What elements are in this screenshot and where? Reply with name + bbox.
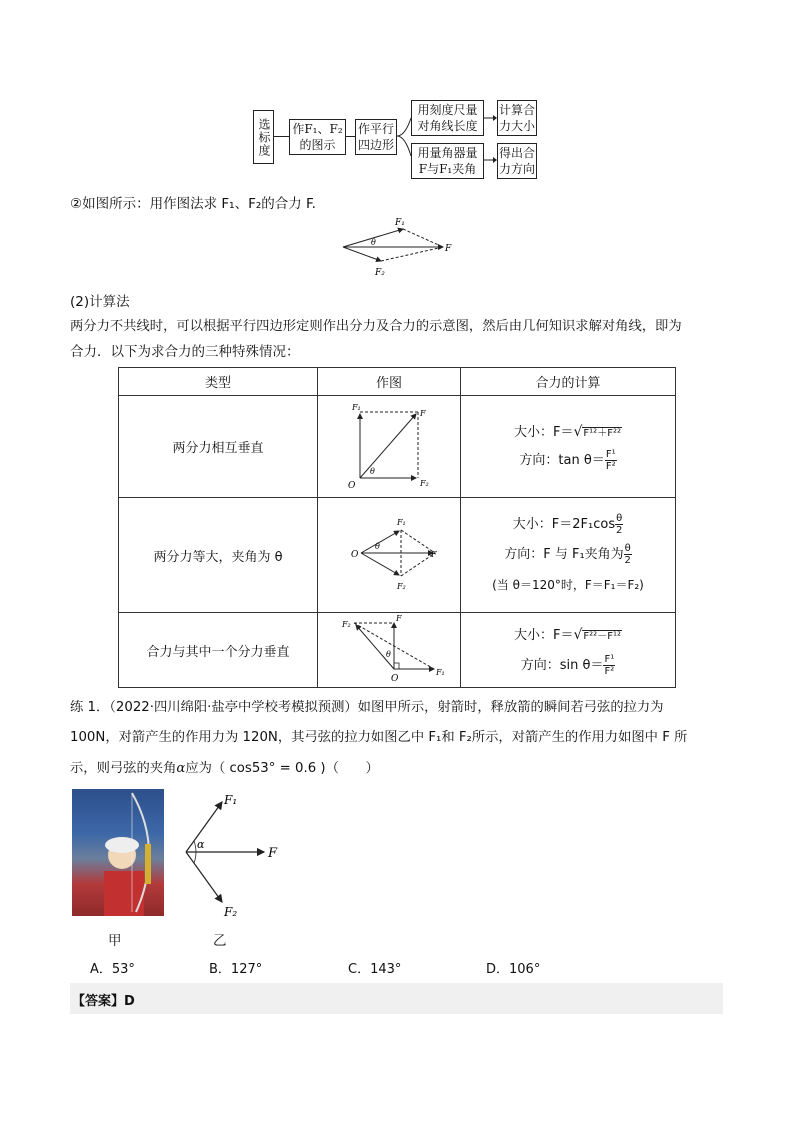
yi-f1-label: F₁	[224, 793, 238, 807]
archer-photo	[72, 789, 164, 916]
header-diagram: 作图	[318, 368, 461, 396]
row2-type: 两分力等大，夹角为 θ	[119, 498, 318, 613]
row1-size: 大小：F＝√F¹²＋F²²	[514, 424, 621, 440]
exercise-line-1: 练 1．（2022·四川绵阳·盐亭中学校考模拟预测）如图甲所示，射箭时，释放箭的瞬间若弓弦的拉力为	[70, 700, 664, 715]
yi-alpha-label: α	[197, 838, 205, 851]
row3-calc	[461, 613, 676, 688]
row2-f-label: F	[431, 550, 437, 559]
flow-box-calc-magnitude: 计算合 力大小	[497, 100, 537, 136]
row3-f1-label: F₁	[436, 668, 444, 677]
parallelogram-diagram	[335, 213, 465, 281]
row1-direction: 方向：tan θ＝ $\frac{\text{F¹}}{\text{F²}}$	[519, 449, 616, 472]
table-row	[119, 396, 676, 498]
row3-o-label: O	[391, 674, 399, 683]
exercise-line-3: 示，则弓弦的夹角α应为（ cos53° = 0.6 )（ ）	[70, 761, 379, 776]
option-c[interactable]: C．143°	[348, 962, 402, 977]
section-title: (2)计算法	[70, 294, 130, 310]
flow-box-get-direction: 得出合 力方向	[497, 143, 537, 179]
option-b[interactable]: B．127°	[209, 962, 263, 977]
diagram1-f1-label: F₁	[395, 218, 405, 228]
flow-box-measure-diagonal: 用刻度尺量 对角线长度	[411, 100, 484, 136]
row3-size: 大小：F＝√F²²－F¹²	[514, 626, 621, 643]
paragraph-line-1: 两分力不共线时，可以根据平行四边形定则作出分力及合力的示意图，然后由几何知识求解对角线，即为	[70, 319, 682, 334]
row3-type: 合力与其中一个分力垂直	[119, 613, 318, 688]
row1-calc	[461, 396, 676, 498]
yi-f2-label: F₂	[224, 905, 238, 919]
diagram1-f2-label: F₂	[375, 268, 385, 278]
row2-theta-label: θ	[375, 542, 380, 551]
row1-theta-label: θ	[370, 466, 375, 476]
equal-forces-diagram	[339, 513, 439, 593]
row1-type: 两分力相互垂直	[119, 396, 318, 498]
answer-box	[70, 983, 723, 1014]
exercise-line-2: 100N，对箭产生的作用力为 120N，其弓弦的拉力如图乙中 F₁和 F₂所示，对箭产生的作用力如图中 F 所	[70, 730, 688, 745]
flow-box-measure-angle: 用量角器量 F与F₁夹角	[411, 143, 484, 179]
row3-direction: 方向：sin θ＝ $\frac{\text{F¹}}{\text{F²}}$	[520, 653, 615, 677]
answer-text: 【答案】D	[72, 994, 135, 1009]
row2-f1-label: F₁	[397, 518, 406, 527]
row2-direction: 方向：F 与 F₁夹角为 $\frac{\theta}{2}$	[504, 543, 631, 566]
row2-size: 大小：F＝2F₁cos $\frac{\theta}{2}$	[512, 513, 623, 536]
yi-f-label: F	[268, 846, 278, 861]
row2-diagram	[318, 498, 461, 613]
diagram1-f-label: F	[445, 244, 452, 254]
flow-box-select-scale: 选标度	[253, 110, 274, 164]
force-diagram-yi	[180, 790, 280, 920]
row1-f-label: F	[420, 408, 426, 418]
row2-f2-label: F₂	[397, 582, 406, 591]
archer-figure	[72, 789, 164, 916]
row1-f2-label: F₂	[420, 478, 429, 488]
row1-f1-label: F₁	[352, 402, 361, 412]
row3-theta-label: θ	[386, 650, 391, 659]
row1-o-label: O	[348, 480, 356, 490]
perpendicular-diagram	[344, 400, 434, 490]
option-d[interactable]: D．106°	[486, 962, 541, 977]
caption-yi: 乙	[213, 933, 227, 949]
calculation-table	[118, 367, 676, 688]
row1-diagram	[318, 396, 461, 498]
row3-f2-label: F₂	[342, 620, 351, 629]
item-2-text: ②如图所示：用作图法求 F₁、F₂的合力 F.	[70, 196, 316, 212]
row3-diagram	[318, 613, 461, 688]
option-a[interactable]: A．53°	[90, 962, 135, 977]
header-calculation: 合力的计算	[461, 368, 676, 396]
caption-jia: 甲	[108, 933, 122, 949]
row3-f-label: F	[396, 614, 402, 623]
paragraph-line-2: 合力．以下为求合力的三种特殊情况：	[70, 344, 300, 360]
table-row	[119, 498, 676, 613]
perpendicular-resultant-diagram	[334, 613, 444, 683]
flow-box-parallelogram: 作平行 四边形	[355, 119, 397, 155]
row2-calc	[461, 498, 676, 613]
diagram1-theta-label: θ	[371, 238, 376, 247]
row2-o-label: O	[351, 550, 359, 560]
header-type: 类型	[119, 368, 318, 396]
row2-note: (当 θ＝120°时，F＝F₁＝F₂)	[492, 578, 644, 592]
flow-box-draw-forces: 作F₁、F₂ 的图示	[289, 119, 346, 155]
table-row	[119, 613, 676, 688]
